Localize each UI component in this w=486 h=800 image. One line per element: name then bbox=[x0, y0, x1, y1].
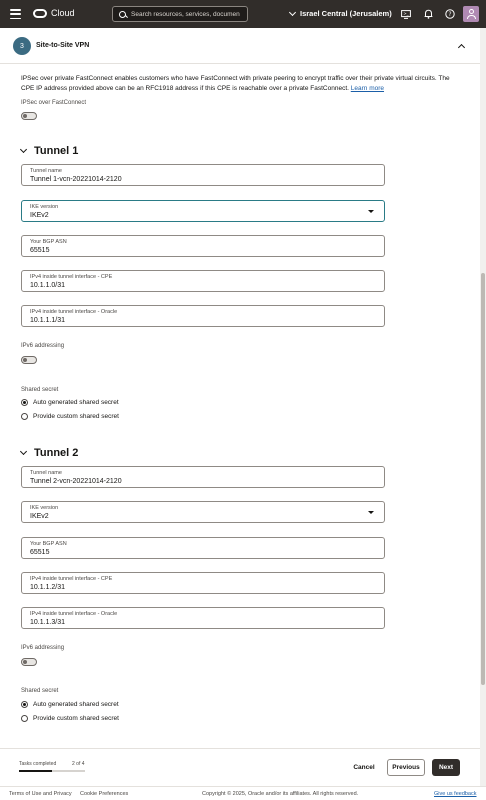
field-label: Tunnel name bbox=[30, 168, 62, 174]
field-label: IPv4 inside tunnel interface - CPE bbox=[30, 274, 113, 280]
radio-unselected-icon bbox=[21, 413, 28, 420]
field-value: 10.1.1.0/31 bbox=[30, 282, 66, 289]
oracle-ring-icon bbox=[33, 9, 47, 18]
tunnel-2-ike-version-select[interactable] bbox=[21, 501, 385, 523]
tunnel-2-header[interactable] bbox=[21, 447, 78, 459]
learn-more-link[interactable]: Learn more bbox=[350, 84, 385, 92]
dropdown-caret-icon bbox=[368, 511, 374, 514]
ipsec-toggle[interactable] bbox=[21, 112, 37, 120]
tasks-completed-count: 2 of 4 bbox=[72, 761, 85, 767]
tunnel-2-title: Tunnel 2 bbox=[34, 447, 79, 459]
chevron-down-icon bbox=[20, 448, 27, 455]
app-name: Cloud bbox=[51, 8, 75, 18]
field-label: IPv4 inside tunnel interface - Oracle bbox=[30, 309, 118, 315]
field-label: IPv4 inside tunnel interface - Oracle bbox=[30, 611, 118, 617]
tasks-completed-label: Tasks completed bbox=[19, 761, 57, 767]
top-navigation-bar bbox=[0, 0, 486, 28]
terms-link[interactable]: Terms of Use and Privacy bbox=[9, 791, 72, 797]
bell-icon[interactable] bbox=[423, 9, 433, 19]
radio-selected-icon bbox=[21, 701, 28, 708]
tasks-progress-fill bbox=[19, 770, 52, 772]
previous-button[interactable]: Previous bbox=[387, 759, 425, 776]
tunnel-1-name-field[interactable] bbox=[21, 164, 385, 186]
field-label: IPv4 inside tunnel interface - CPE bbox=[30, 576, 113, 582]
tunnel-2-name-field[interactable] bbox=[21, 466, 385, 488]
radio-label: Auto generated shared secret bbox=[33, 701, 119, 708]
field-value: Tunnel 2-vcn-20221014-2120 bbox=[30, 478, 122, 485]
user-icon-body bbox=[467, 15, 476, 19]
field-value: 65515 bbox=[30, 549, 50, 556]
cancel-button[interactable]: Cancel bbox=[353, 764, 375, 771]
tunnel-2-bgp-asn-field[interactable] bbox=[21, 537, 385, 559]
svg-text:?: ? bbox=[448, 11, 452, 19]
field-value: 10.1.1.3/31 bbox=[30, 619, 66, 626]
developer-tools-icon[interactable] bbox=[401, 9, 411, 19]
chevron-up-icon[interactable] bbox=[458, 44, 465, 51]
menu-icon[interactable] bbox=[10, 9, 21, 19]
next-button[interactable]: Next bbox=[432, 759, 460, 776]
field-label: Your BGP ASN bbox=[30, 541, 67, 547]
svg-text:>_: >_ bbox=[403, 10, 409, 16]
page-footer bbox=[0, 786, 486, 800]
tasks-progress-bar bbox=[19, 770, 85, 772]
field-value: 10.1.1.2/31 bbox=[30, 584, 66, 591]
feedback-link[interactable]: Give us feedback bbox=[434, 791, 477, 797]
tunnel-1-header[interactable] bbox=[21, 145, 78, 157]
tunnel-2-cpe-interface-field[interactable] bbox=[21, 572, 385, 594]
field-label: Tunnel name bbox=[30, 470, 62, 476]
tunnel-2-radio-auto-secret[interactable] bbox=[21, 701, 119, 708]
user-avatar[interactable] bbox=[463, 6, 479, 22]
ipsec-description bbox=[21, 74, 461, 93]
search-icon bbox=[119, 11, 126, 18]
search-placeholder: Search resources, services, documen bbox=[131, 10, 240, 18]
region-selector[interactable] bbox=[290, 9, 392, 18]
tunnel-1-oracle-interface-field[interactable] bbox=[21, 305, 385, 327]
step-header[interactable] bbox=[0, 28, 480, 64]
tunnel-2-radio-custom-secret[interactable] bbox=[21, 715, 119, 722]
tunnel-2-ipv6-label: IPv6 addressing bbox=[21, 645, 65, 651]
ipsec-toggle-label: IPSec over FastConnect bbox=[21, 100, 87, 106]
tunnel-1-shared-secret-label: Shared secret bbox=[21, 387, 59, 393]
tunnel-1-ipv6-toggle[interactable] bbox=[21, 356, 37, 364]
field-label: IKE version bbox=[30, 204, 59, 210]
tunnel-2-shared-secret-label: Shared secret bbox=[21, 688, 59, 694]
tunnel-1-bgp-asn-field[interactable] bbox=[21, 235, 385, 257]
radio-label: Provide custom shared secret bbox=[33, 413, 119, 420]
field-label: Your BGP ASN bbox=[30, 239, 67, 245]
tunnel-1-title: Tunnel 1 bbox=[34, 145, 79, 157]
tunnel-1-ike-version-select[interactable] bbox=[21, 200, 385, 222]
description-text: IPSec over private FastConnect enables customers who have FastConnect with private peering to encrypt traffic over their private virtual circuits. The CPE IP address provided above can be an RFC1918 address if this CPE is reachable over a private FastConnect. bbox=[21, 75, 450, 92]
radio-label: Auto generated shared secret bbox=[33, 399, 119, 406]
chevron-down-icon bbox=[289, 8, 296, 15]
step-number-badge: 3 bbox=[13, 37, 31, 55]
help-icon[interactable] bbox=[445, 9, 455, 19]
step-title: Site-to-Site VPN bbox=[36, 42, 90, 49]
user-icon bbox=[469, 9, 474, 14]
cookie-preferences-link[interactable]: Cookie Preferences bbox=[80, 791, 129, 797]
region-label: Israel Central (Jerusalem) bbox=[300, 9, 392, 18]
scrollbar-thumb[interactable] bbox=[481, 273, 485, 685]
radio-selected-icon bbox=[21, 399, 28, 406]
search-input[interactable] bbox=[112, 6, 248, 22]
copyright-text: Copyright © 2025, Oracle and/or its affiliates. All rights reserved. bbox=[202, 791, 359, 797]
chevron-down-icon bbox=[20, 146, 27, 153]
oracle-logo[interactable] bbox=[33, 8, 75, 18]
field-value: 65515 bbox=[30, 247, 50, 254]
tunnel-1-radio-auto-secret[interactable] bbox=[21, 399, 119, 406]
tunnel-1-cpe-interface-field[interactable] bbox=[21, 270, 385, 292]
field-label: IKE version bbox=[30, 505, 59, 511]
tunnel-1-ipv6-label: IPv6 addressing bbox=[21, 343, 65, 349]
dropdown-caret-icon bbox=[368, 210, 374, 213]
tunnel-2-oracle-interface-field[interactable] bbox=[21, 607, 385, 629]
radio-unselected-icon bbox=[21, 715, 28, 722]
wizard-action-bar bbox=[0, 748, 480, 786]
tunnel-2-ipv6-toggle[interactable] bbox=[21, 658, 37, 666]
field-value: Tunnel 1-vcn-20221014-2120 bbox=[30, 176, 122, 183]
tunnel-1-radio-custom-secret[interactable] bbox=[21, 413, 119, 420]
field-value: IKEv2 bbox=[30, 212, 49, 219]
field-value: 10.1.1.1/31 bbox=[30, 317, 66, 324]
field-value: IKEv2 bbox=[30, 513, 49, 520]
radio-label: Provide custom shared secret bbox=[33, 715, 119, 722]
